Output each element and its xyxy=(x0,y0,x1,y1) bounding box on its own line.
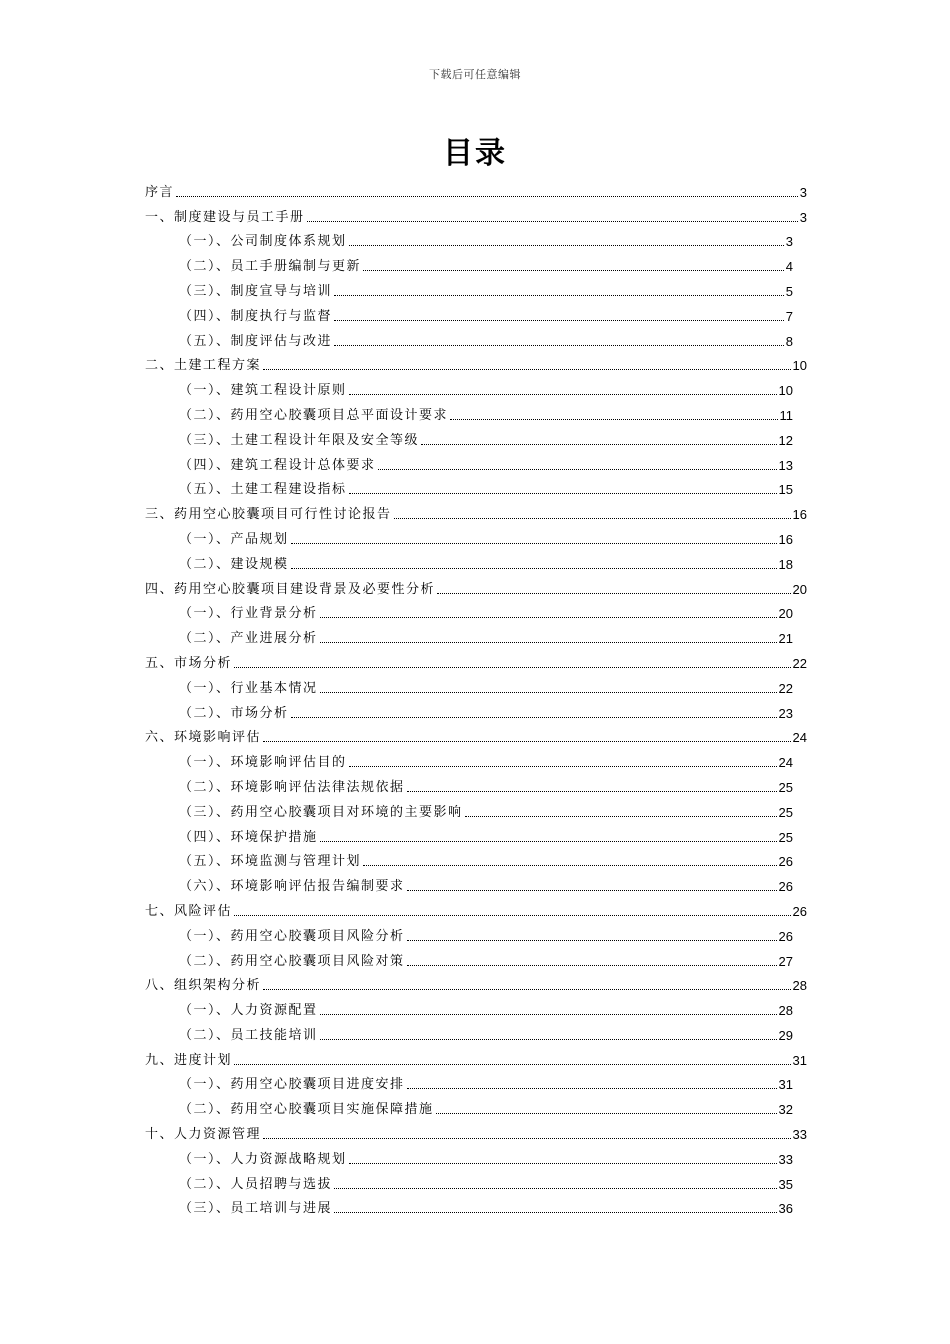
toc-dot-leader xyxy=(263,369,791,370)
toc-dot-leader xyxy=(320,841,777,842)
toc-entry-page-number: 3 xyxy=(799,209,807,225)
toc-dot-leader xyxy=(349,766,777,767)
toc-entry-section[interactable] xyxy=(145,324,807,349)
toc-entry-section[interactable] xyxy=(145,1167,807,1192)
toc-entry-page-number: 32 xyxy=(778,1102,793,1118)
toc-entry-section[interactable] xyxy=(145,373,807,398)
toc-entry-section[interactable] xyxy=(145,993,807,1018)
toc-entry-page-number: 21 xyxy=(778,631,793,647)
toc-dot-leader xyxy=(421,444,777,445)
toc-dot-leader xyxy=(407,890,777,891)
toc-dot-leader xyxy=(450,419,777,420)
toc-entry-chapter[interactable] xyxy=(145,572,807,597)
toc-entry-section[interactable] xyxy=(145,770,807,795)
toc-entry-label: 八、组织架构分析 xyxy=(145,978,262,994)
toc-entry-label: （一）、建筑工程设计原则 xyxy=(179,383,347,399)
toc-entry-section[interactable] xyxy=(145,1192,807,1217)
toc-entry-label: （一）、药用空心胶囊项目进度安排 xyxy=(179,1077,405,1093)
toc-dot-leader xyxy=(334,345,784,346)
toc-dot-leader xyxy=(176,196,798,197)
toc-entry-page-number: 26 xyxy=(778,879,793,895)
toc-entry-label: （二）、员工手册编制与更新 xyxy=(179,259,362,275)
toc-entry-section[interactable] xyxy=(145,621,807,646)
toc-entry-page-number: 16 xyxy=(778,531,793,547)
toc-entry-section[interactable] xyxy=(145,1092,807,1117)
toc-entry-label: （三）、土建工程设计年限及安全等级 xyxy=(179,432,420,448)
toc-entry-label: （四）、建筑工程设计总体要求 xyxy=(179,457,376,473)
toc-entry-section[interactable] xyxy=(145,249,807,274)
toc-entry-chapter[interactable] xyxy=(145,349,807,374)
toc-dot-leader xyxy=(407,791,777,792)
toc-entry-page-number: 25 xyxy=(778,829,793,845)
toc-entry-label: （二）、药用空心胶囊项目总平面设计要求 xyxy=(179,407,449,423)
toc-entry-section[interactable] xyxy=(145,869,807,894)
toc-entry-label: 三、药用空心胶囊项目可行性讨论报告 xyxy=(145,507,392,523)
toc-entry-section[interactable] xyxy=(145,547,807,572)
toc-entry-label: 七、风险评估 xyxy=(145,903,233,919)
toc-entry-label: 十、人力资源管理 xyxy=(145,1127,262,1143)
toc-entry-page-number: 3 xyxy=(799,184,807,200)
toc-entry-page-number: 24 xyxy=(778,755,793,771)
toc-entry-label: （一）、人力资源配置 xyxy=(179,1003,318,1019)
toc-entry-section[interactable] xyxy=(145,944,807,969)
toc-entry-label: （三）、员工培训与进展 xyxy=(179,1201,333,1217)
toc-entry-page-number: 27 xyxy=(778,953,793,969)
toc-entry-label: （二）、药用空心胶囊项目风险对策 xyxy=(179,953,405,969)
toc-entry-page-number: 18 xyxy=(778,556,793,572)
page-title: 目录 xyxy=(443,136,507,171)
toc-dot-leader xyxy=(334,320,784,321)
toc-entry-section[interactable] xyxy=(145,225,807,250)
toc-entry-page-number: 20 xyxy=(792,581,807,597)
toc-entry-section[interactable] xyxy=(145,820,807,845)
toc-entry-label: 九、进度计划 xyxy=(145,1052,233,1068)
toc-dot-leader xyxy=(291,543,777,544)
toc-dot-leader xyxy=(291,568,777,569)
toc-entry-page-number: 25 xyxy=(778,804,793,820)
page-header: 下载后可任意编辑 xyxy=(429,68,521,81)
toc-entry-label: （一）、行业基本情况 xyxy=(179,680,318,696)
toc-dot-leader xyxy=(320,692,777,693)
toc-entry-section[interactable] xyxy=(145,398,807,423)
toc-entry-section[interactable] xyxy=(145,1018,807,1043)
toc-entry-page-number: 28 xyxy=(778,1003,793,1019)
toc-dot-leader xyxy=(334,295,784,296)
toc-entry-section[interactable] xyxy=(145,671,807,696)
toc-dot-leader xyxy=(263,1138,791,1139)
toc-entry-section[interactable] xyxy=(145,745,807,770)
table-of-contents xyxy=(145,175,807,1216)
toc-entry-page-number: 33 xyxy=(792,1127,807,1143)
toc-entry-label: （五）、土建工程建设指标 xyxy=(179,482,347,498)
toc-entry-label: 一、制度建设与员工手册 xyxy=(145,209,305,225)
toc-entry-label: （一）、产品规划 xyxy=(179,531,289,547)
toc-dot-leader xyxy=(363,865,777,866)
toc-entry-label: （二）、人员招聘与选拔 xyxy=(179,1176,333,1192)
toc-entry-chapter[interactable] xyxy=(145,894,807,919)
toc-entry-page-number: 31 xyxy=(778,1077,793,1093)
toc-entry-label: （一）、药用空心胶囊项目风险分析 xyxy=(179,928,405,944)
toc-entry-label: 四、药用空心胶囊项目建设背景及必要性分析 xyxy=(145,581,436,597)
toc-entry-label: （二）、产业进展分析 xyxy=(179,631,318,647)
toc-dot-leader xyxy=(378,469,777,470)
toc-dot-leader xyxy=(291,717,777,718)
toc-entry-page-number: 22 xyxy=(778,680,793,696)
toc-entry-section[interactable] xyxy=(145,919,807,944)
toc-entry-section[interactable] xyxy=(145,299,807,324)
toc-entry-label: （一）、行业背景分析 xyxy=(179,606,318,622)
toc-entry-page-number: 4 xyxy=(785,259,793,275)
toc-entry-page-number: 23 xyxy=(778,705,793,721)
toc-entry-label: 五、市场分析 xyxy=(145,655,233,671)
toc-entry-label: （二）、市场分析 xyxy=(179,705,289,721)
toc-entry-chapter[interactable] xyxy=(145,1117,807,1142)
toc-entry-page-number: 7 xyxy=(785,308,793,324)
toc-entry-page-number: 25 xyxy=(778,779,793,795)
toc-entry-label: （二）、环境影响评估法律法规依据 xyxy=(179,779,405,795)
toc-entry-page-number: 26 xyxy=(792,903,807,919)
toc-entry-label: （一）、环境影响评估目的 xyxy=(179,755,347,771)
toc-entry-section[interactable] xyxy=(145,795,807,820)
toc-entry-page-number: 26 xyxy=(778,854,793,870)
toc-entry-page-number: 36 xyxy=(778,1201,793,1217)
toc-dot-leader xyxy=(436,1113,777,1114)
toc-entry-label: （二）、建设规模 xyxy=(179,556,289,572)
toc-entry-label: 序言 xyxy=(145,184,175,200)
toc-dot-leader xyxy=(363,270,784,271)
toc-entry-section[interactable] xyxy=(145,423,807,448)
toc-entry-section[interactable] xyxy=(145,1142,807,1167)
toc-dot-leader xyxy=(349,493,777,494)
toc-entry-label: （五）、环境监测与管理计划 xyxy=(179,854,362,870)
toc-entry-section[interactable] xyxy=(145,845,807,870)
toc-entry-page-number: 33 xyxy=(778,1151,793,1167)
toc-entry-label: 六、环境影响评估 xyxy=(145,730,262,746)
toc-entry-label: （六）、环境影响评估报告编制要求 xyxy=(179,879,405,895)
toc-dot-leader xyxy=(394,518,791,519)
toc-entry-label: （一）、公司制度体系规划 xyxy=(179,234,347,250)
toc-entry-page-number: 35 xyxy=(778,1176,793,1192)
toc-entry-chapter[interactable] xyxy=(145,646,807,671)
toc-dot-leader xyxy=(263,989,791,990)
toc-entry-page-number: 15 xyxy=(778,482,793,498)
toc-entry-page-number: 10 xyxy=(792,358,807,374)
toc-dot-leader xyxy=(320,642,777,643)
toc-entry-page-number: 16 xyxy=(792,507,807,523)
toc-dot-leader xyxy=(349,394,777,395)
toc-entry-label: （五）、制度评估与改进 xyxy=(179,333,333,349)
toc-entry-chapter[interactable] xyxy=(145,1043,807,1068)
toc-entry-label: （二）、药用空心胶囊项目实施保障措施 xyxy=(179,1102,434,1118)
toc-dot-leader xyxy=(320,1014,777,1015)
toc-entry-section[interactable] xyxy=(145,696,807,721)
toc-entry-chapter[interactable] xyxy=(145,175,807,200)
toc-dot-leader xyxy=(334,1188,777,1189)
toc-dot-leader xyxy=(320,1039,777,1040)
toc-entry-section[interactable] xyxy=(145,473,807,498)
toc-entry-label: （四）、制度执行与监督 xyxy=(179,308,333,324)
toc-entry-page-number: 26 xyxy=(778,928,793,944)
toc-entry-chapter[interactable] xyxy=(145,497,807,522)
toc-entry-page-number: 13 xyxy=(778,457,793,473)
toc-entry-page-number: 29 xyxy=(778,1027,793,1043)
toc-entry-page-number: 31 xyxy=(792,1052,807,1068)
toc-entry-page-number: 12 xyxy=(778,432,793,448)
toc-dot-leader xyxy=(234,1064,791,1065)
toc-entry-section[interactable] xyxy=(145,274,807,299)
toc-entry-section[interactable] xyxy=(145,1068,807,1093)
toc-entry-label: （四）、环境保护措施 xyxy=(179,829,318,845)
toc-dot-leader xyxy=(349,245,784,246)
toc-entry-page-number: 5 xyxy=(785,283,793,299)
toc-entry-chapter[interactable] xyxy=(145,721,807,746)
toc-entry-label: （三）、制度宣导与培训 xyxy=(179,283,333,299)
toc-entry-section[interactable] xyxy=(145,448,807,473)
toc-entry-page-number: 20 xyxy=(778,606,793,622)
toc-entry-section[interactable] xyxy=(145,522,807,547)
toc-entry-page-number: 24 xyxy=(792,730,807,746)
toc-dot-leader xyxy=(465,816,777,817)
toc-dot-leader xyxy=(407,940,777,941)
toc-entry-page-number: 28 xyxy=(792,978,807,994)
toc-dot-leader xyxy=(349,1163,777,1164)
toc-entry-label: （一）、人力资源战略规划 xyxy=(179,1151,347,1167)
toc-dot-leader xyxy=(334,1212,777,1213)
toc-entry-label: 二、土建工程方案 xyxy=(145,358,262,374)
toc-entry-page-number: 10 xyxy=(778,383,793,399)
toc-entry-page-number: 8 xyxy=(785,333,793,349)
toc-dot-leader xyxy=(234,915,791,916)
toc-dot-leader xyxy=(320,617,777,618)
toc-dot-leader xyxy=(307,221,798,222)
toc-entry-page-number: 3 xyxy=(785,234,793,250)
toc-dot-leader xyxy=(407,1088,777,1089)
toc-dot-leader xyxy=(407,965,777,966)
toc-entry-label: （三）、药用空心胶囊项目对环境的主要影响 xyxy=(179,804,463,820)
toc-dot-leader xyxy=(437,593,791,594)
toc-entry-page-number: 11 xyxy=(779,407,793,423)
toc-entry-section[interactable] xyxy=(145,597,807,622)
toc-dot-leader xyxy=(234,667,791,668)
toc-entry-page-number: 22 xyxy=(792,655,807,671)
toc-entry-chapter[interactable] xyxy=(145,969,807,994)
toc-entry-label: （二）、员工技能培训 xyxy=(179,1027,318,1043)
toc-entry-chapter[interactable] xyxy=(145,200,807,225)
toc-dot-leader xyxy=(263,741,791,742)
